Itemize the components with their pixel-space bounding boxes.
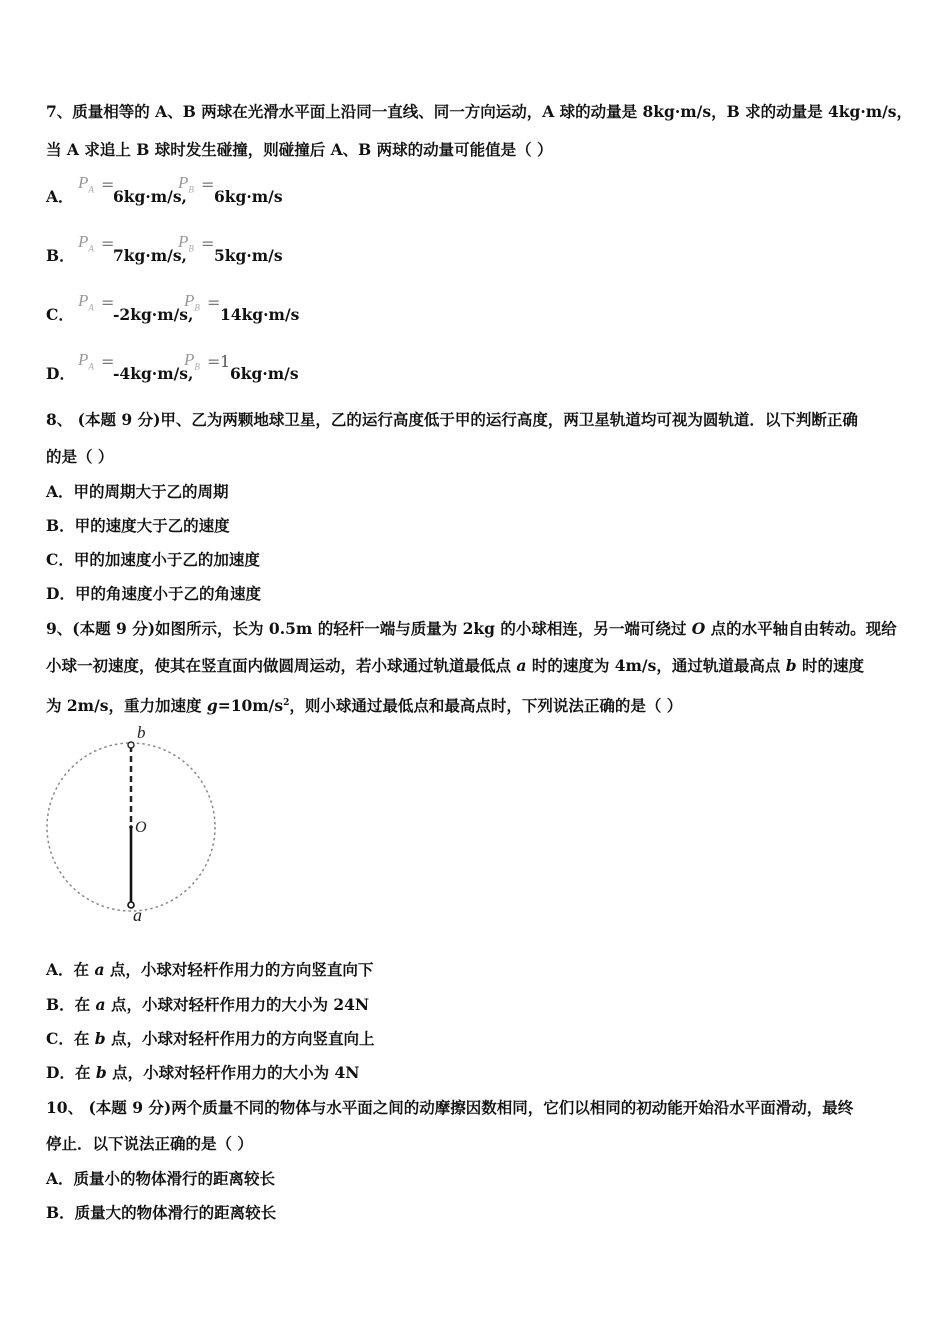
equals-sign: = (101, 234, 115, 253)
option-label: B． (46, 246, 75, 265)
pb-value: 6kg·m/s (230, 364, 299, 383)
q8-option-b: B．甲的速度大于乙的速度 (46, 516, 230, 535)
q9-circle-figure (44, 724, 224, 924)
pa-value: -4kg·m/s, (113, 364, 194, 383)
pa-value: -2kg·m/s, (113, 305, 194, 324)
pa-value: 7kg·m/s, (113, 246, 187, 265)
q8-option-d: D．甲的角速度小于乙的角速度 (46, 584, 261, 603)
q10-stem-line1: 10、 (本题 9 分)两个质量不同的物体与水平面之间的动摩擦因数相同，它们以相同的初动能开始沿水平面滑动，最终 (46, 1098, 854, 1117)
q9-stem-line1: 9、(本题 9 分)如图所示，长为 0.5m 的轻杆一端与质量为 2kg 的小球相连，另一端可绕过 O 点的水平轴自由转动。现给 (46, 619, 897, 638)
equals-sign: = (207, 352, 221, 371)
pa-symbol: $P_A$ (78, 291, 94, 313)
q7-stem-line2: 当 A 求追上 B 球时发生碰撞，则碰撞后 A、B 两球的动量可能值是（ ） (46, 140, 553, 159)
pa-value: 6kg·m/s, (113, 187, 187, 206)
q10-option-b: B．质量大的物体滑行的距离较长 (46, 1203, 277, 1222)
equals-sign: = (201, 234, 215, 253)
label-o: O (135, 819, 147, 836)
label-a: a (133, 905, 142, 924)
option-label: C． (46, 305, 74, 324)
pb-value: 6kg·m/s (214, 187, 283, 206)
equals-sign: = (201, 175, 215, 194)
q9-option-d: D．在 b 点，小球对轻杆作用力的大小为 4N (46, 1063, 360, 1082)
option-label: A． (46, 187, 74, 206)
pb-prefix: 1 (220, 352, 231, 371)
q8-stem-line1: 8、 (本题 9 分)甲、乙为两颗地球卫星，乙的运行高度低于甲的运行高度，两卫星轨道均可视为圆轨道．以下判断正确 (46, 410, 858, 429)
q8-option-c: C．甲的加速度小于乙的加速度 (46, 550, 260, 569)
q9-option-a: A．在 a 点，小球对轻杆作用力的方向竖直向下 (46, 960, 374, 979)
ball-b (128, 742, 134, 748)
pb-value: 14kg·m/s (220, 305, 300, 324)
pa-symbol: $P_A$ (78, 173, 94, 195)
q8-option-a: A．甲的周期大于乙的周期 (46, 482, 229, 501)
q9-stem-line2: 小球一初速度，使其在竖直面内做圆周运动，若小球通过轨道最低点 a 时的速度为 4m/s，通过轨道最高点 b 时的速度 (46, 656, 864, 675)
q10-option-a: A．质量小的物体滑行的距离较长 (46, 1169, 276, 1188)
pb-symbol: $P_B$ (178, 173, 194, 195)
equals-sign: = (101, 293, 115, 312)
q7-stem-line1: 7、质量相等的 A、B 两球在光滑水平面上沿同一直线、同一方向运动，A 球的动量是 8kg·m/s，B 求的动量是 4kg·m/s， (46, 102, 913, 121)
pivot-o (129, 825, 133, 829)
pb-value: 5kg·m/s (214, 246, 283, 265)
q9-option-b: B．在 a 点，小球对轻杆作用力的大小为 24N (46, 995, 370, 1014)
equals-sign: = (101, 175, 115, 194)
equals-sign: = (207, 293, 221, 312)
q9-stem-line3: 为 2m/s，重力加速度 $g=10m/s^2$，则小球通过最低点和最高点时，下列说法正确的是（ ） (46, 696, 683, 716)
label-b: b (137, 724, 146, 742)
q8-stem-line2: 的是（ ） (46, 447, 114, 466)
option-label: D． (46, 364, 75, 383)
pb-symbol: $P_B$ (178, 232, 194, 254)
pb-symbol: $P_B$ (184, 291, 200, 313)
q10-stem-line2: 停止．以下说法正确的是（ ） (46, 1134, 253, 1153)
equals-sign: = (101, 352, 115, 371)
pa-symbol: $P_A$ (78, 232, 94, 254)
q9-option-c: C．在 b 点，小球对轻杆作用力的方向竖直向上 (46, 1029, 375, 1048)
pb-symbol: $P_B$ (184, 350, 200, 372)
pa-symbol: $P_A$ (78, 350, 94, 372)
